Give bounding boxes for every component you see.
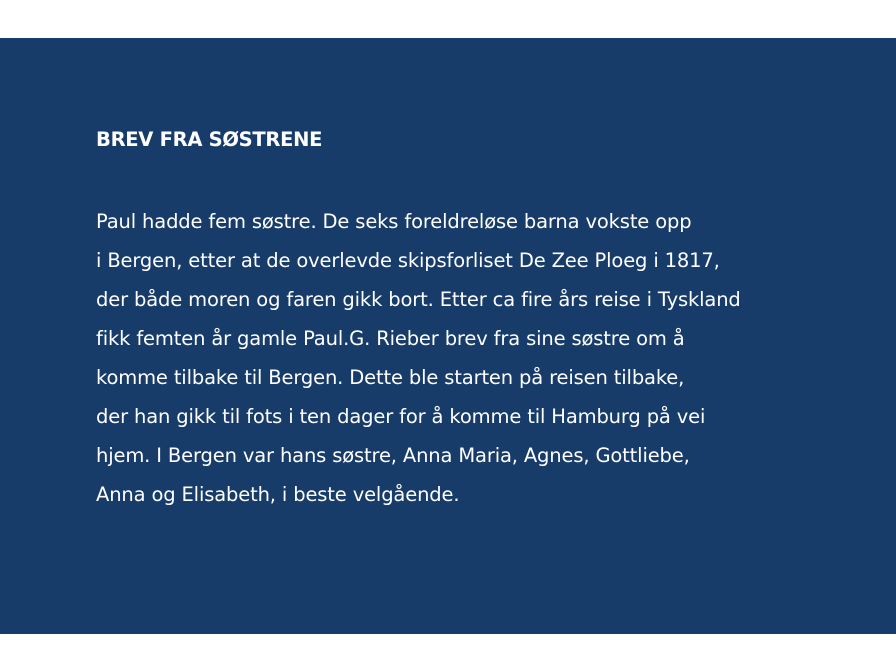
paragraph-line-4: fikk femten år gamle Paul.G. Rieber brev fra sine søstre om å (96, 327, 685, 350)
paragraph-line-6: der han gikk til fots i ten dager for å komme til Hamburg på vei (96, 405, 706, 428)
paragraph-line-2: i Bergen, etter at de overlevde skipsforliset De Zee Ploeg i 1817, (96, 249, 720, 272)
paragraph-line-1: Paul hadde fem søstre. De seks foreldreløse barna vokste opp (96, 210, 692, 233)
paragraph-line-8: Anna og Elisabeth, i beste velgående. (96, 483, 460, 506)
paragraph-line-3: der både moren og faren gikk bort. Etter ca fire års reise i Tyskland (96, 288, 741, 311)
paragraph-line-5: komme tilbake til Bergen. Dette ble starten på reisen tilbake, (96, 366, 685, 389)
body-paragraph (96, 202, 741, 514)
paragraph-line-7: hjem. I Bergen var hans søstre, Anna Maria, Agnes, Gottliebe, (96, 444, 690, 467)
section-heading: BREV FRA SØSTRENE (96, 128, 323, 151)
content-panel (0, 38, 896, 634)
